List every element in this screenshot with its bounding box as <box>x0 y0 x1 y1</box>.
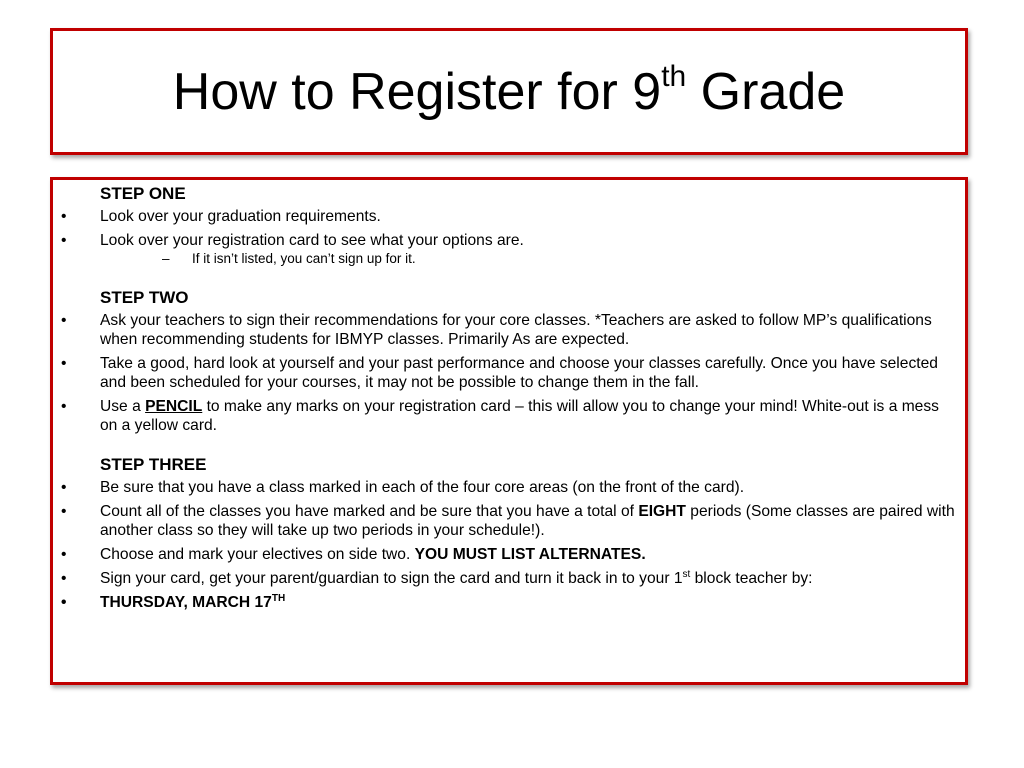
step-three-heading: STEP THREE <box>100 455 207 474</box>
step-one-list <box>53 207 955 268</box>
alternates-emphasis: YOU MUST LIST ALTERNATES. <box>414 546 646 563</box>
list-item <box>53 231 955 268</box>
superscript: TH <box>271 592 286 604</box>
list-item: • Look over your graduation requirements. <box>53 207 955 226</box>
list-item: • Be sure that you have a class marked in each of the four core areas (on the front of the card). <box>53 478 955 497</box>
text-part: block teacher by: <box>690 570 813 587</box>
superscript: st <box>682 568 691 580</box>
list-item: • Ask your teachers to sign their recommendations for your core classes. *Teachers are asked to follow MP’s qualifications when recommending students for IBMYP classes. Primarily As are expected. <box>53 311 955 349</box>
sub-list <box>100 250 955 268</box>
step-one-heading: STEP ONE <box>100 184 186 203</box>
step-two-list <box>53 311 955 435</box>
page-title <box>172 60 846 121</box>
list-item-text: Look over your registration card to see what your options are. <box>100 232 524 249</box>
title-rest: Grade <box>686 62 846 121</box>
text-part: Use a <box>100 398 146 415</box>
step-three-list <box>53 478 955 612</box>
text-part: periods (Some classes are paired with another class so they will take up two periods in your schedule!). <box>100 503 955 539</box>
text-part: Choose and mark your electives on side two. <box>100 546 415 563</box>
text-part: Sign your card, get your parent/guardian to sign the card and turn it back in to your 1 <box>100 570 683 587</box>
title-box <box>50 28 968 155</box>
deadline-item <box>53 593 955 612</box>
text-part: Count all of the classes you have marked and be sure that you have a total of <box>100 503 639 520</box>
list-item <box>53 545 955 564</box>
list-item <box>53 502 955 540</box>
deadline-text: THURSDAY, MARCH 17 <box>100 594 272 611</box>
step-two-heading: STEP TWO <box>100 288 189 307</box>
content-box <box>50 177 968 685</box>
text-part: to make any marks on your registration card – this will allow you to change your mind! White-out is a mess on a yellow card. <box>100 398 939 434</box>
list-item: • Take a good, hard look at yourself and your past performance and choose your classes carefully. Once you have selected and been scheduled for your courses, it may not be possible to change them in the fall. <box>53 354 955 392</box>
title-main: How to Register for 9 <box>172 62 662 121</box>
list-item <box>53 397 955 435</box>
eight-emphasis: EIGHT <box>638 503 686 520</box>
title-superscript: th <box>661 60 687 94</box>
pencil-emphasis: PENCIL <box>145 398 203 415</box>
list-item <box>53 569 955 588</box>
sub-list-item: – If it isn’t listed, you can’t sign up for it. <box>100 250 955 268</box>
